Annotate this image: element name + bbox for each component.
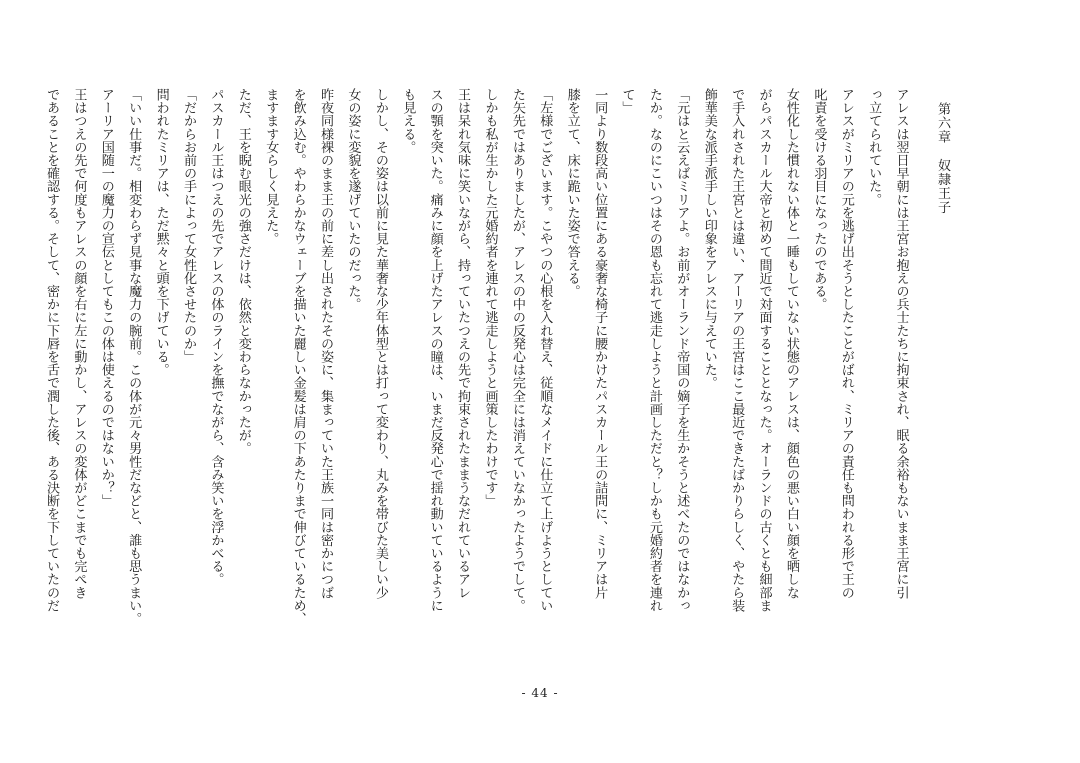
- text-line: アレスは翌日早朝には王宮お抱えの兵士たちに拘束され、眠る余裕もないまま王宮に引: [893, 88, 909, 599]
- text-line: た矢先ではありましたが、アレスの中の反発心は完全には消えていなかったようでして。: [509, 88, 525, 612]
- text-line: たか。なのにこいつはその恩も忘れて逃走しようと計画しただと？しかも元婚約者を連れ: [646, 88, 662, 612]
- text-line: しかも私が生かした元婚約者を連れて逃走しようと画策したわけです」: [482, 88, 498, 508]
- text-line: 王はつえの先で何度もアレスの顔を右に左に動かし、アレスの変体がどこまでも完ぺき: [71, 88, 87, 599]
- text-line: ますます女らしく見えた。: [263, 88, 279, 246]
- text-line: 問われたミリアは、ただ黙々と頭を下げている。: [153, 88, 169, 377]
- text-line: で手入れされた王宮とは違い、アーリアの王宮はここ最近できたばかりらしく、やたら装: [729, 88, 745, 612]
- body-text: [44, 88, 956, 680]
- text-line: ただ、王を睨む眼光の強さだけは、依然と変わらなかったが。: [235, 88, 251, 455]
- text-line: がらパスカール大帝と初めて間近で対面することとなった。オーランドの古くとも細部ま: [756, 88, 772, 612]
- text-line: 膝を立て、床に跪いた姿で答える。: [564, 88, 580, 298]
- text-line: 「左様でございます。こやつの心根を入れ替え、従順なメイドに仕立て上げようとしてい: [537, 88, 553, 612]
- text-line: 「いい仕事だ。相変わらず見事な魔力の腕前。この体が元々男性だなどと、誰も思うまい。: [126, 88, 142, 626]
- chapter-title: 第六章 奴隷王子: [935, 102, 950, 215]
- text-line: を飲み込む。やわらかなウェーブを描いた麗しい金髪は肩の下あたりまで伸びているため、: [290, 88, 306, 626]
- page-number: - 44 -: [521, 686, 559, 700]
- text-line: も見える。: [400, 88, 416, 154]
- text-line: パスカール王はつえの先でアレスの体のラインを撫でながら、含み笑いを浮かべる。: [208, 88, 224, 586]
- text-line: しかし、その姿は以前に見た華奢な少年体型とは打って変わり、丸みを帯びた美しい少: [372, 88, 388, 599]
- text-line: アーリア国随一の魔力の宣伝としてもこの体は使えるのではないか？」: [98, 88, 114, 508]
- text-line: 女の姿に変貌を遂げていたのだった。: [345, 88, 361, 311]
- text-line: であることを確認する。そして、密かに下唇を舌で潤した後、ある決断を下していたのだ: [44, 88, 59, 612]
- text-line: て」: [619, 88, 635, 115]
- text-line: スの顎を突いた。痛みに顔を上げたアレスの瞳は、いまだ反発心で揺れ動いているように: [427, 88, 443, 612]
- text-line: 女性化した慣れない体と一睡もしていない状態のアレスは、顔色の悪い白い顔を晒しな: [783, 88, 799, 599]
- text-line: 「元はと云えばミリアよ。お前がオーランド帝国の嫡子を生かそうと述べたのではなかっ: [674, 88, 690, 612]
- text-line: 昨夜同様裸のまま王の前に差し出されたその姿に、集まっていた王族一同は密かにつば: [318, 88, 334, 599]
- text-line: 王は呆れ気味に笑いながら、持っていたつえの先で拘束されたままうなだれているアレ: [455, 88, 471, 599]
- text-line: 一同より数段高い位置にある豪奢な椅子に腰かけたパスカール王の詰問に、ミリアは片: [592, 88, 608, 599]
- text-line: 叱責を受ける羽目になったのである。: [811, 88, 827, 311]
- text-line: っ立てられていた。: [866, 88, 882, 206]
- text-line: 「だからお前の手によって女性化させたのか」: [181, 88, 197, 364]
- text-line: 飾華美な派手派手しい印象をアレスに与えていた。: [701, 88, 717, 390]
- text-line: アレスがミリアの元を逃げ出そうとしたことがばれ、ミリアの責任も問われる形で王の: [838, 88, 854, 599]
